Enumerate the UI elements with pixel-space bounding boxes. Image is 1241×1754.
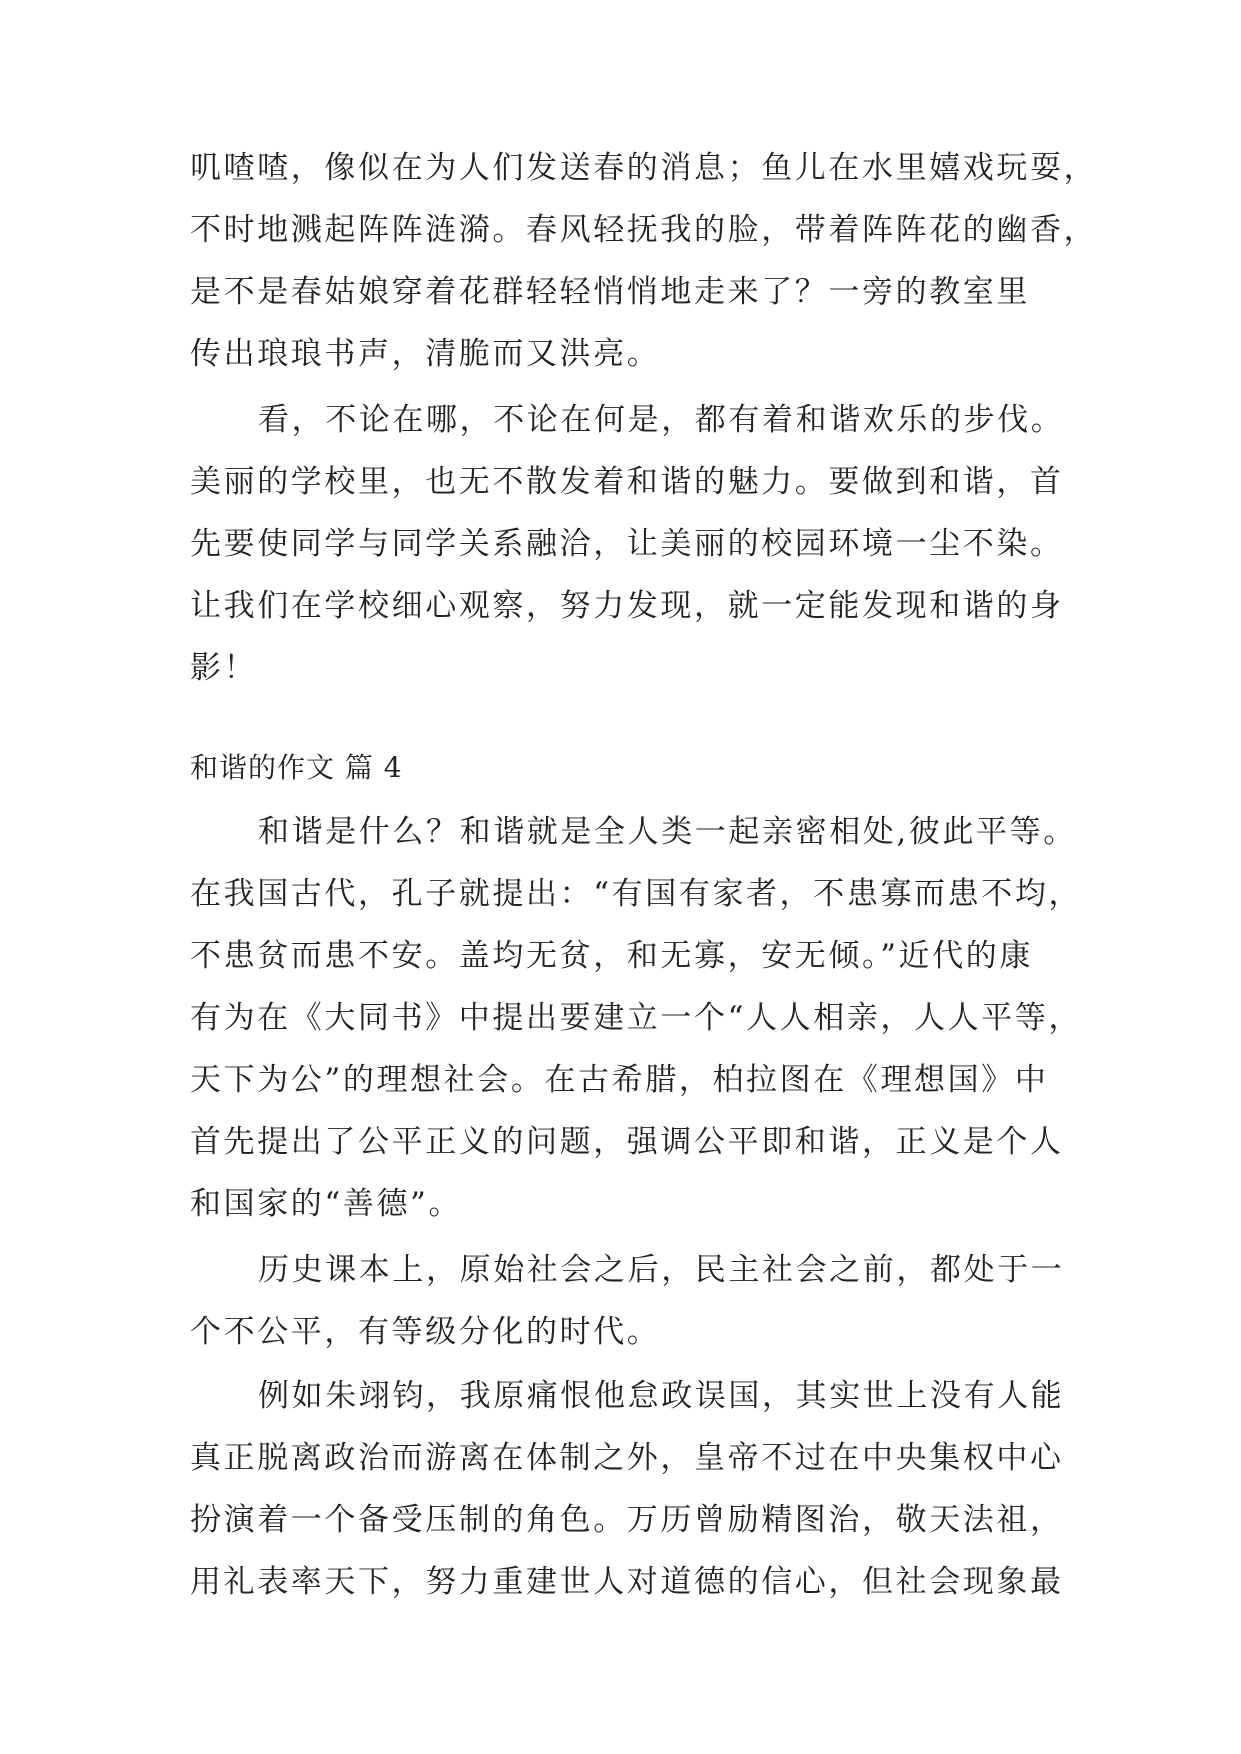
text-line: 传出琅琅书声，清脆而又洪亮。 — [190, 336, 661, 372]
text-line: 用礼表率天下，努力重建世人对道德的信心，但社会现象最 — [190, 1564, 1064, 1600]
text-line: 让我们在学校细心观察，努力发现，就一定能发现和谐的身 — [190, 588, 1064, 624]
text-line: 先要使同学与同学关系融洽，让美丽的校园环境一尘不染。 — [190, 526, 1064, 562]
text-line: 历史课本上，原始社会之后，民主社会之前，都处于一 — [258, 1252, 1065, 1288]
text-line: 不患贫而患不安。盖均无贫，和无寡，安无倾。”近代的康 — [190, 938, 1033, 974]
text-line: 是不是春姑娘穿着花群轻轻悄悄地走来了？一旁的教室里 — [190, 274, 1030, 310]
text-line: 例如朱翊钧，我原痛恨他怠政误国，其实世上没有人能 — [258, 1378, 1065, 1414]
text-line: 和国家的“善德”。 — [190, 1186, 463, 1222]
text-line: 美丽的学校里，也无不散发着和谐的魅力。要做到和谐，首 — [190, 464, 1064, 500]
text-line: 个不公平，有等级分化的时代。 — [190, 1314, 661, 1350]
text-line: 天下为公”的理想社会。在古希腊，柏拉图在《理想国》中 — [190, 1062, 1049, 1098]
section-heading: 和谐的作文 篇 4 — [190, 751, 403, 784]
text-line: 有为在《大同书》中提出要建立一个“人人相亲，人人平等， — [190, 1000, 1083, 1036]
text-line: 叽喳喳，像似在为人们发送春的消息；鱼儿在水里嬉戏玩耍， — [190, 150, 1098, 186]
text-line: 在我国古代，孔子就提出：“有国有家者，不患寡而患不均， — [190, 876, 1083, 912]
text-line: 扮演着一个备受压制的角色。万历曾励精图治，敬天法祖， — [190, 1502, 1064, 1538]
text-line: 影！ — [190, 650, 258, 686]
text-line: 真正脱离政治而游离在体制之外，皇帝不过在中央集权中心 — [190, 1440, 1064, 1476]
text-line: 看，不论在哪，不论在何是，都有着和谐欢乐的步伐。 — [258, 402, 1065, 438]
text-line: 首先提出了公平正义的问题，强调公平即和谐，正义是个人 — [190, 1124, 1064, 1160]
text-line: 不时地溅起阵阵涟漪。春风轻抚我的脸，带着阵阵花的幽香， — [190, 212, 1098, 248]
text-line: 和谐是什么？和谐就是全人类一起亲密相处,彼此平等。 — [258, 814, 1077, 850]
